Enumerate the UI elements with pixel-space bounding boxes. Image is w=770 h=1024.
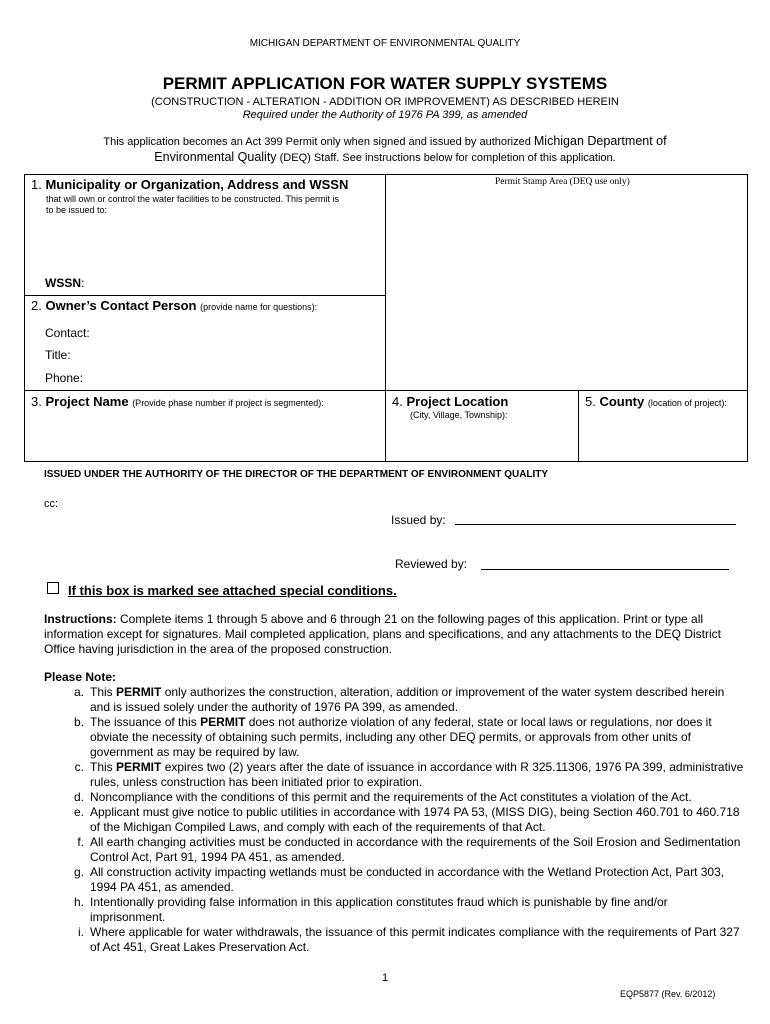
note-a: a. This PERMIT only authorizes the construction, alteration, addition or improvement of the water system described herein and is issued solely under the authority of 1976 PA 399, as amended. bbox=[73, 685, 725, 714]
instructions-text: Complete items 1 through 5 above and 6 through 21 on the following pages of this application. Print or type all information except for signatures. Mail completed application, plans and specifications, and any attachments to the DEQ District Office having jurisdiction in the area of the proposed construction. bbox=[44, 612, 722, 656]
special-conditions-checkbox[interactable] bbox=[47, 582, 59, 594]
note-f: f. All earth changing activities must be conducted in accordance with the requirements of the Soil Erosion and Sedimentation Control Act, Part 91, 1994 PA 451, as amended. bbox=[77, 835, 741, 864]
issued-by-signature-line[interactable] bbox=[455, 523, 736, 525]
instructions-label: Instructions: bbox=[44, 612, 117, 626]
note-d: d. Noncompliance with the conditions of this permit and the requirements of the Act constitutes a violation of the Act. bbox=[73, 790, 692, 804]
phone-field-label[interactable]: Phone: bbox=[45, 371, 84, 385]
form-title: PERMIT APPLICATION FOR WATER SUPPLY SYSTEMS bbox=[162, 74, 608, 93]
note-e: e. Applicant must give notice to public utilities in accordance with 1974 PA 53, (MISS DIG), being Section 460.701 to 460.718 of the Michigan Compiled Laws, and comply with each of the requirements of that Act. bbox=[73, 805, 740, 834]
intro-paragraph bbox=[60, 134, 710, 166]
application-form-box bbox=[24, 174, 748, 462]
instructions-paragraph bbox=[44, 612, 744, 657]
item-1-description: that will own or control the water facilities to be constructed. This permit is to be issued to: bbox=[46, 194, 339, 215]
cc-label: cc: bbox=[44, 498, 59, 510]
note-g: g. All construction activity impacting wetlands must be conducted in accordance with the Wetland Protection Act, Part 303, 1994 PA 451, as amended. bbox=[73, 865, 725, 894]
reviewed-by-label: Reviewed by: bbox=[395, 557, 468, 571]
form-number: EQP5877 (Rev. 6/2012) bbox=[620, 989, 716, 999]
intro-dept-2: Environmental Quality bbox=[154, 150, 277, 164]
item-4-title: 4. Project Location bbox=[392, 394, 509, 409]
item-4-project-location[interactable] bbox=[392, 394, 508, 420]
title-field-label[interactable]: Title: bbox=[45, 348, 71, 362]
note-i: i. Where applicable for water withdrawals, the issuance of this permit indicates compliance with the requirements of Part 327 of Act 451, Great Lakes Preservation Act. bbox=[78, 925, 740, 954]
note-c: c. This PERMIT expires two (2) years after the date of issuance in accordance with R 325.11306, 1976 PA 399, administrative rules, unless construction has been initiated prior to expiration. bbox=[74, 760, 744, 789]
reviewed-by-signature-line[interactable] bbox=[481, 568, 729, 570]
issued-by-label: Issued by: bbox=[391, 513, 446, 527]
item-1-title: 1. Municipality or Organization, Address and WSSN bbox=[31, 177, 349, 192]
intro-dept: Michigan Department of bbox=[533, 134, 667, 148]
item-2-owner-contact[interactable]: 2. Owner’s Contact Person (provide name for questions): bbox=[31, 298, 318, 313]
issued-authority-heading: ISSUED UNDER THE AUTHORITY OF THE DIRECTOR OF THE DEPARTMENT OF ENVIRONMENT QUALITY bbox=[44, 469, 549, 480]
authority-line: Required under the Authority of 1976 PA 399, as amended bbox=[242, 109, 528, 121]
item-1-municipality[interactable] bbox=[31, 177, 381, 216]
contact-field-label[interactable]: Contact: bbox=[45, 326, 90, 340]
wssn-label: WSSN: bbox=[45, 276, 85, 290]
notes-list bbox=[44, 685, 744, 955]
agency-name: MICHIGAN DEPARTMENT OF ENVIRONMENTAL QUALITY bbox=[249, 38, 521, 49]
intro-text-1: This application becomes an Act 399 Permit only when signed and issued by authorized bbox=[103, 136, 534, 148]
permit-stamp-area-label: Permit Stamp Area (DEQ use only) bbox=[495, 177, 630, 187]
intro-text-2: (DEQ) Staff. See instructions below for completion of this application. bbox=[276, 152, 616, 164]
item-3-project-name[interactable]: 3. Project Name (Provide phase number if project is segmented): bbox=[31, 394, 324, 409]
form-subtitle: (CONSTRUCTION - ALTERATION - ADDITION OR IMPROVEMENT) AS DESCRIBED HEREIN bbox=[151, 96, 619, 108]
item-4-description: (City, Village, Township): bbox=[410, 410, 508, 420]
item-5-county[interactable]: 5. County (location of project): bbox=[585, 394, 727, 409]
please-note-heading: Please Note: bbox=[44, 670, 117, 684]
page-number: 1 bbox=[381, 972, 389, 984]
note-b: b. The issuance of this PERMIT does not authorize violation of any federal, state or local laws or regulations, nor does it obviate the necessity of obtaining such permits, including any other DEQ permits, or approvals from other units of government as may be required by law. bbox=[73, 715, 712, 759]
special-conditions-label: If this box is marked see attached special conditions. bbox=[68, 583, 397, 598]
note-h: h. Intentionally providing false information in this application constitutes fraud which is punishable by fine and/or imprisonment. bbox=[73, 895, 668, 924]
